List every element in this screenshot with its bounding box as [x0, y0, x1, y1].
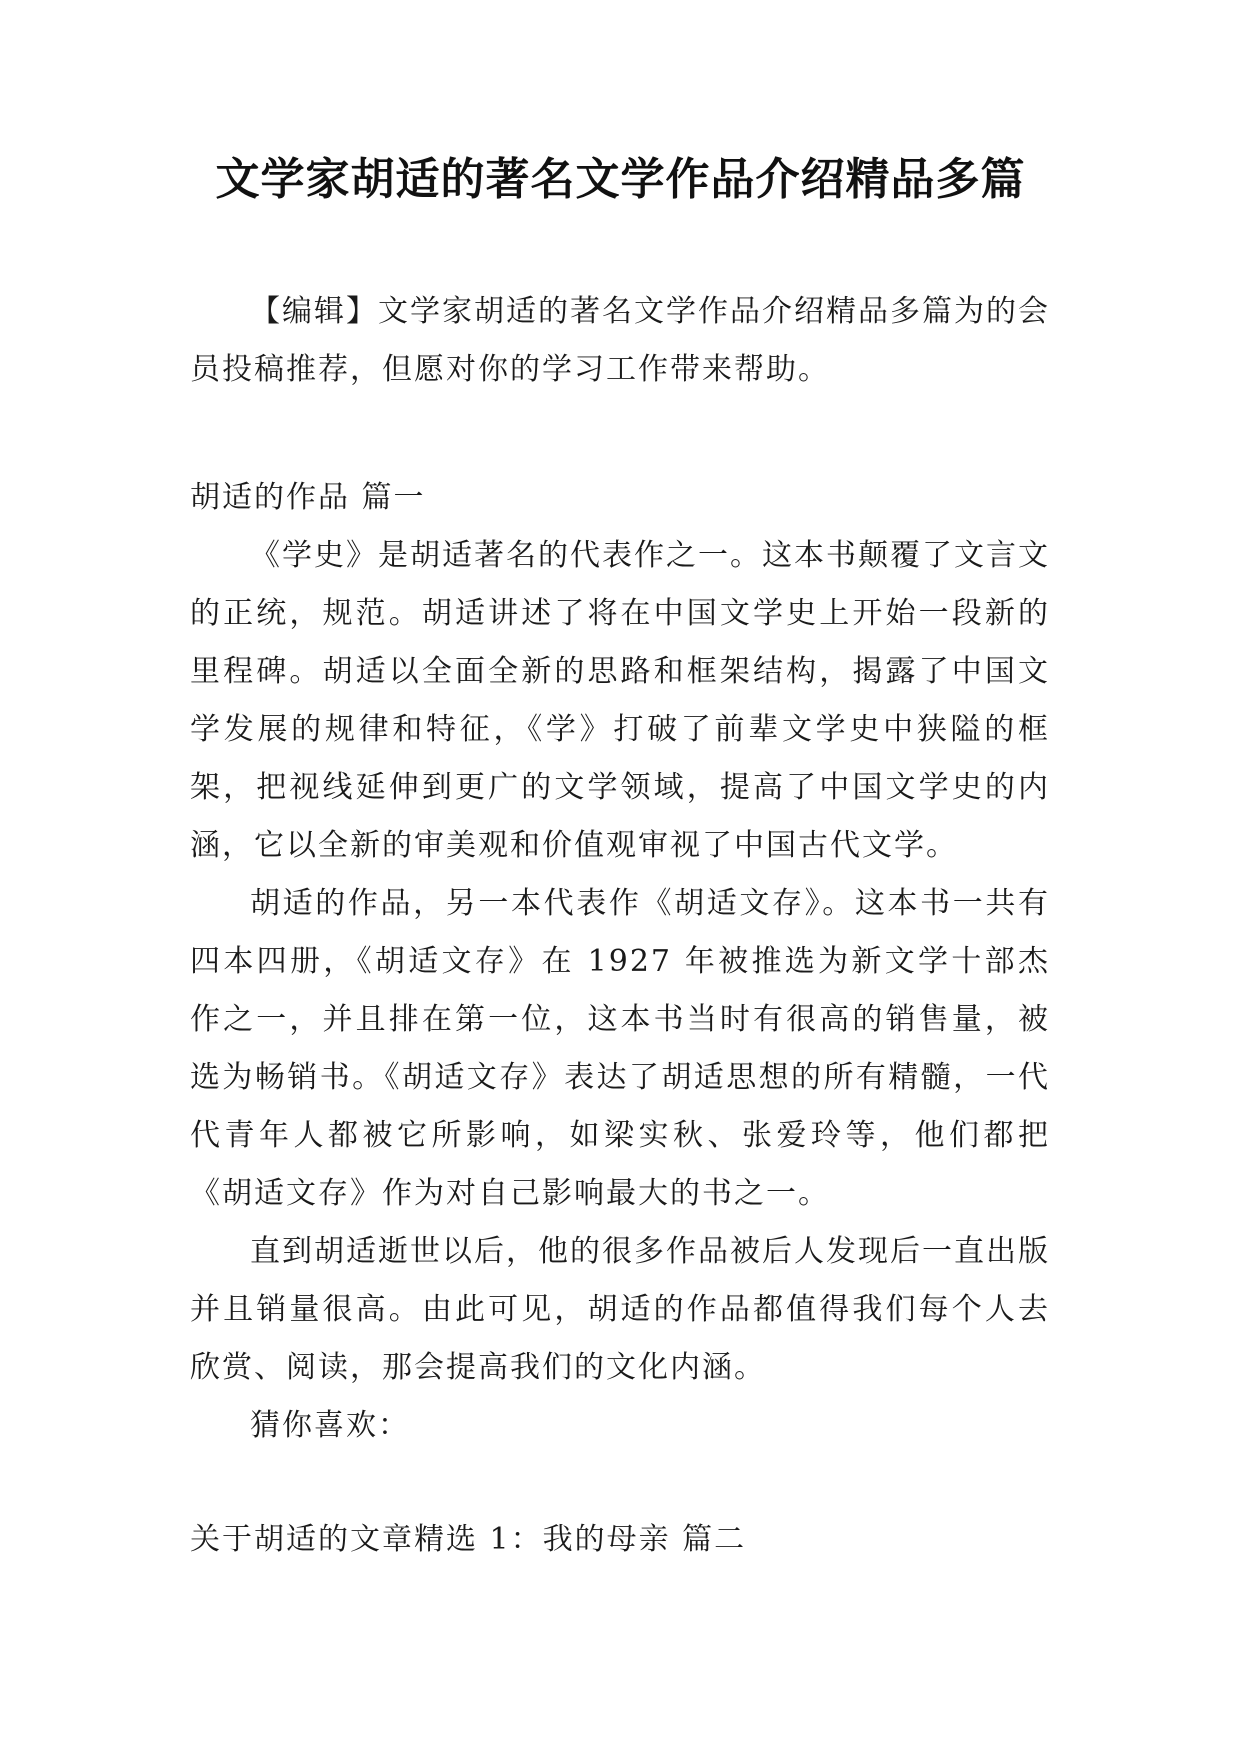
body-paragraph-4: 猜你喜欢：	[250, 1408, 410, 1443]
body-paragraph-2: 胡适的作品，另一本代表作《胡适文存》。这本书一共有四本四册，《胡适文存》在 1927 年被推选为新文学十部杰作之一，并且排在第一位，这本书当时有很高的销售量，被选为畅销书。《胡适文存》表达了胡适思想的所有精髓，一代代青年人都被它所影响，如梁实秋、张爱玲等，他们都把《胡适文存》作为对自己影响最大的书之一。	[190, 886, 1050, 1211]
section-heading-2: 关于胡适的文章精选 1：我的母亲 篇二	[190, 1522, 747, 1557]
spacer	[190, 399, 1050, 469]
section-heading-1: 胡适的作品 篇一	[190, 480, 426, 515]
body-paragraph-1: 《学史》是胡适著名的代表作之一。这本书颠覆了文言文的正统，规范。胡适讲述了将在中国文学史上开始一段新的里程碑。胡适以全面全新的思路和框架结构，揭露了中国文学发展的规律和特征，《学》打破了前辈文学史中狭隘的框架，把视线延伸到更广的文学领域，提高了中国文学史的内涵，它以全新的审美观和价值观审视了中国古代文学。	[190, 538, 1050, 863]
intro-paragraph: 【编辑】文学家胡适的著名文学作品介绍精品多篇为的会员投稿推荐，但愿对你的学习工作带来帮助。	[190, 294, 1050, 387]
spacer	[190, 1455, 1050, 1511]
body-paragraph-3: 直到胡适逝世以后，他的很多作品被后人发现后一直出版并且销量很高。由此可见，胡适的作品都值得我们每个人去欣赏、阅读，那会提高我们的文化内涵。	[190, 1234, 1050, 1385]
document-title: 文学家胡适的著名文学作品介绍精品多篇	[215, 154, 1026, 205]
document-body	[190, 283, 1050, 1569]
